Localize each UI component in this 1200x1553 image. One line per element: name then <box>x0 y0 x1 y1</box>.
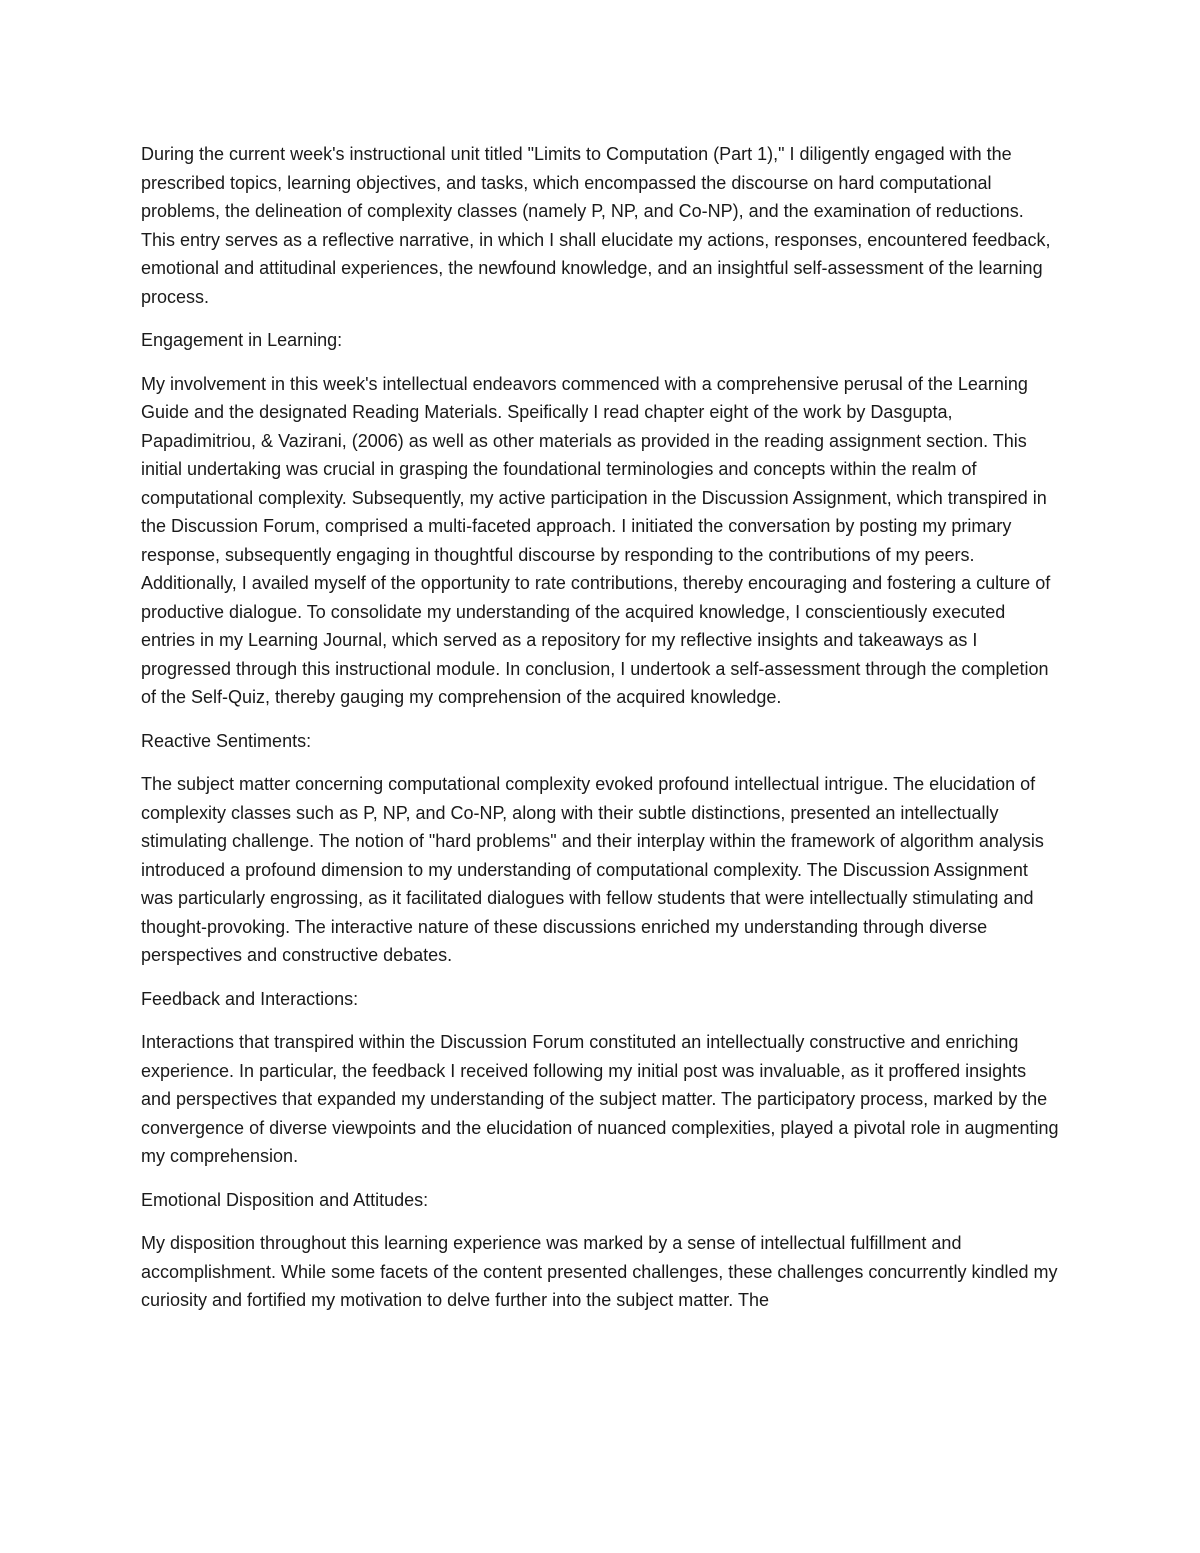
emotional-disposition-paragraph: My disposition throughout this learning experience was marked by a sense of intellectual fulfillment and accomplishment. While some facets of the content presented challenges, these challenges concurrently kindled my curiosity and fortified my motivation to delve further into the subject matter. The <box>141 1233 1058 1310</box>
reactive-sentiments-paragraph: The subject matter concerning computational complexity evoked profound intellectual intrigue. The elucidation of complexity classes such as P, NP, and Co-NP, along with their subtle distinctions, presented an intellectually stimulating challenge. The notion of "hard problems" and their interplay within the framework of algorithm analysis introduced a profound dimension to my understanding of computational complexity. The Discussion Assignment was particularly engrossing, as it facilitated dialogues with fellow students that were intellectually stimulating and thought-provoking. The interactive nature of these discussions enriched my understanding through diverse perspectives and constructive debates. <box>141 774 1044 965</box>
engagement-paragraph: My involvement in this week's intellectual endeavors commenced with a comprehensive perusal of the Learning Guide and the designated Reading Materials. Speifically I read chapter eight of the work by Dasgupta, Papadimitriou, & Vazirani, (2006) as well as other materials as provided in the reading assignment section. This initial undertaking was crucial in grasping the foundational terminologies and concepts within the realm of computational complexity. Subsequently, my active participation in the Discussion Assignment, which transpired in the Discussion Forum, comprised a multi-faceted approach. I initiated the conversation by posting my primary response, subsequently engaging in thoughtful discourse by responding to the contributions of my peers. Additionally, I availed myself of the opportunity to rate contributions, thereby encouraging and fostering a culture of productive dialogue. To consolidate my understanding of the acquired knowledge, I conscientiously executed entries in my Learning Journal, which served as a repository for my reflective insights and takeaways as I progressed through this instructional module. In conclusion, I undertook a self-assessment through the completion of the Self-Quiz, thereby gauging my comprehension of the acquired knowledge. <box>141 373 1051 707</box>
document-page <box>141 140 1061 1330</box>
heading-emotional-disposition: Emotional Disposition and Attitudes: <box>141 1189 429 1210</box>
feedback-paragraph: Interactions that transpired within the Discussion Forum constituted an intellectually constructive and enriching experience. In particular, the feedback I received following my initial post was invaluable, as it proffered insights and perspectives that expanded my understanding of the subject matter. The participatory process, marked by the convergence of diverse viewpoints and the elucidation of nuanced complexities, played a pivotal role in augmenting my comprehension. <box>141 1032 1059 1166</box>
intro-paragraph: During the current week's instructional unit titled "Limits to Computation (Part 1)," I diligently engaged with the prescribed topics, learning objectives, and tasks, which encompassed the discourse on hard computational problems, the delineation of complexity classes (namely P, NP, and Co-NP), and the examination of reductions. This entry serves as a reflective narrative, in which I shall elucidate my actions, responses, encountered feedback, emotional and attitudinal experiences, the newfound knowledge, and an insightful self-assessment of the learning process. <box>141 144 1051 307</box>
heading-reactive-sentiments: Reactive Sentiments: <box>141 730 312 751</box>
heading-engagement: Engagement in Learning: <box>141 330 343 350</box>
heading-feedback: Feedback and Interactions: <box>141 988 359 1009</box>
